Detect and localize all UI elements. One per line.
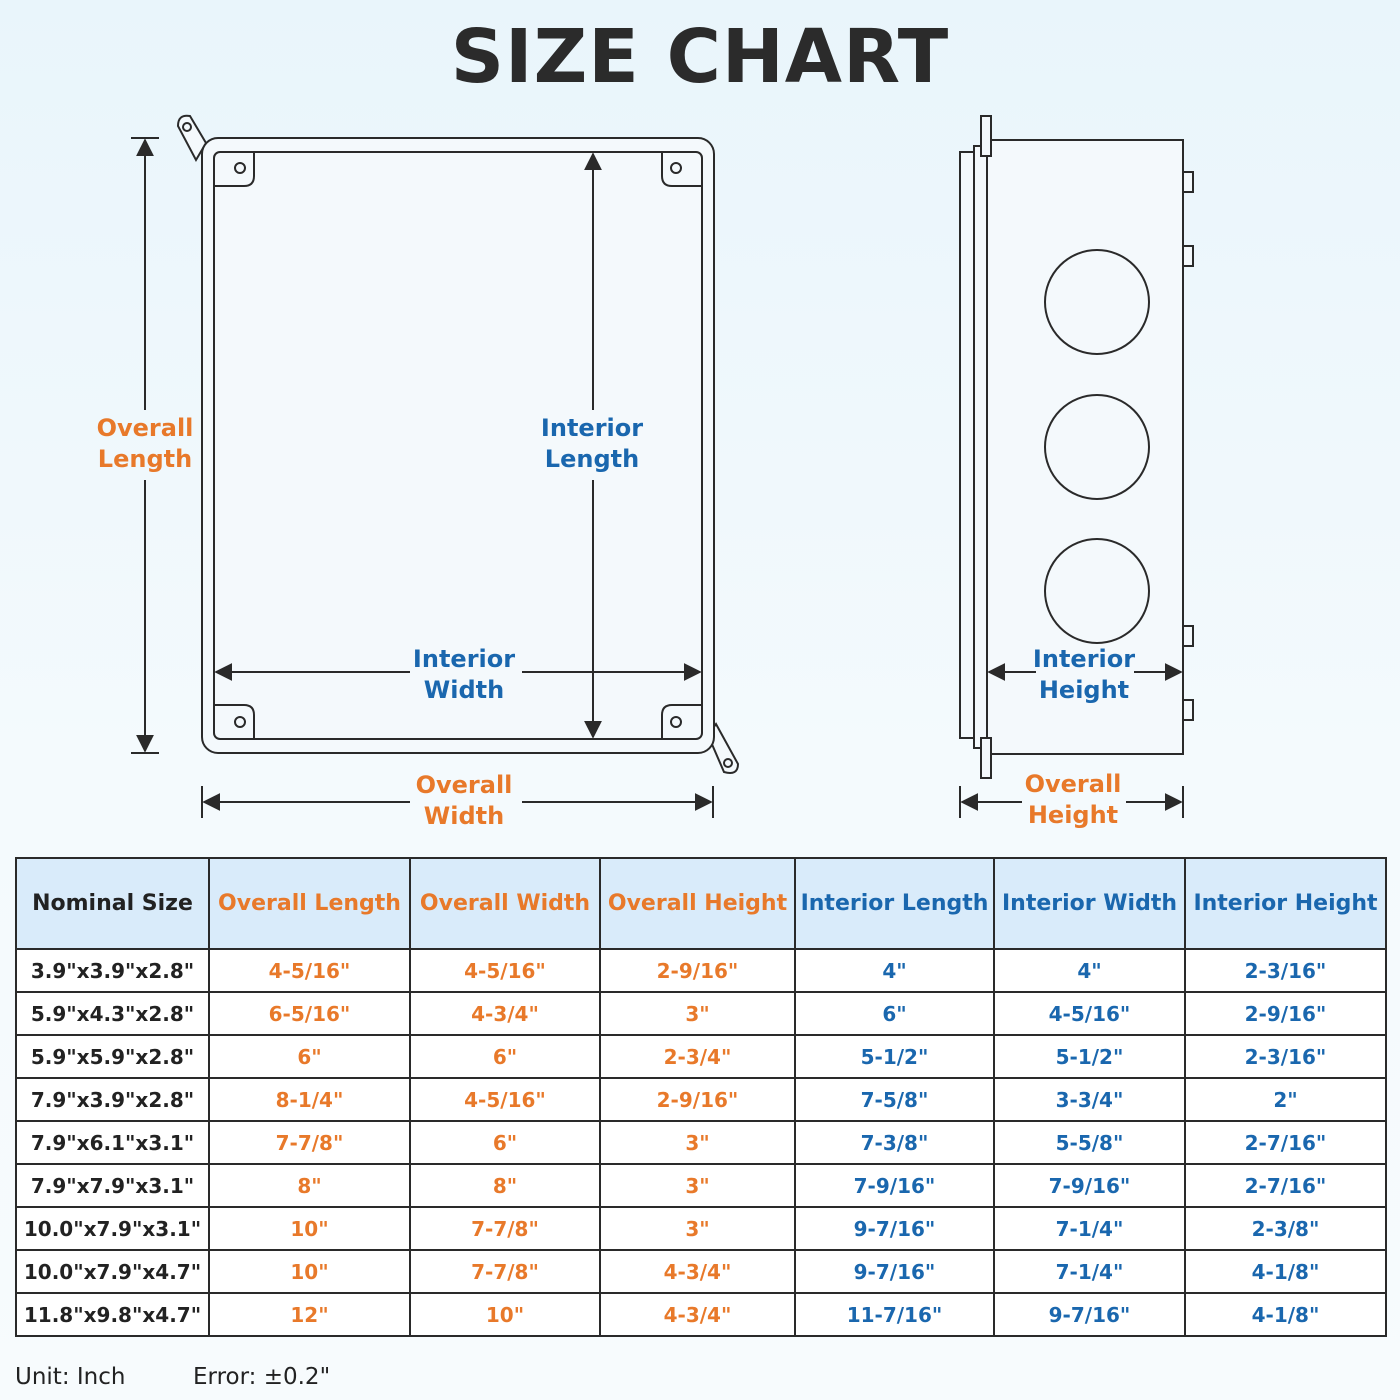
table-cell: 6" [410,1121,600,1164]
table-cell: 8" [410,1164,600,1207]
table-row [16,949,1386,992]
header-overall-length: Overall Length [209,858,410,949]
table-cell: 7-9/16" [994,1164,1185,1207]
table-cell: 8-1/4" [209,1078,410,1121]
overall-width-label: Overall Width [415,771,513,830]
table-cell: 4-5/16" [994,992,1185,1035]
table-cell: 2-3/16" [1185,949,1386,992]
table-cell: 4-3/4" [600,1293,795,1336]
table-cell: 10.0"x7.9"x4.7" [16,1250,209,1293]
table-cell: 2-3/16" [1185,1035,1386,1078]
table-row [16,1164,1386,1207]
table-cell: 7-3/8" [795,1121,994,1164]
table-cell: 11.8"x9.8"x4.7" [16,1293,209,1336]
table-cell: 5.9"x4.3"x2.8" [16,992,209,1035]
table-cell: 7-7/8" [410,1207,600,1250]
table-cell: 5.9"x5.9"x2.8" [16,1035,209,1078]
knockout-hole-bottom [1045,539,1149,643]
knockout-hole-top [1045,250,1149,354]
header-interior-height: Interior Height [1185,858,1386,949]
table-row [16,1035,1386,1078]
table-cell: 2-9/16" [1185,992,1386,1035]
interior-length-label: Interior Length [540,414,644,473]
table-cell: 5-5/8" [994,1121,1185,1164]
table-cell: 7-7/8" [209,1121,410,1164]
table-row [16,1078,1386,1121]
table-cell: 12" [209,1293,410,1336]
side-flange-top [981,116,991,156]
table-cell: 4-5/16" [410,949,600,992]
table-cell: 3" [600,992,795,1035]
table-cell: 3-3/4" [994,1078,1185,1121]
table-row [16,1293,1386,1336]
table-cell: 9-7/16" [795,1250,994,1293]
header-interior-width: Interior Width [994,858,1185,949]
unit-note: Unit: Inch [15,1364,126,1390]
table-cell: 4-3/4" [410,992,600,1035]
table-row [16,1121,1386,1164]
header-interior-length: Interior Length [795,858,994,949]
table-cell: 7-7/8" [410,1250,600,1293]
table-cell: 3" [600,1121,795,1164]
table-cell: 4-1/8" [1185,1250,1386,1293]
table-cell: 7-9/16" [795,1164,994,1207]
table-row [16,1207,1386,1250]
page-title: SIZE CHART [450,14,950,100]
table-header-row [16,858,1386,949]
header-overall-height: Overall Height [600,858,795,949]
table-cell: 2" [1185,1078,1386,1121]
header-overall-width: Overall Width [410,858,600,949]
table-row [16,1250,1386,1293]
table-cell: 4-1/8" [1185,1293,1386,1336]
table-cell: 8" [209,1164,410,1207]
overall-height-label: Overall Height [1024,770,1122,829]
table-cell: 2-7/16" [1185,1164,1386,1207]
table-cell: 10" [410,1293,600,1336]
table-cell: 9-7/16" [795,1207,994,1250]
table-cell: 2-3/4" [600,1035,795,1078]
table-cell: 10" [209,1207,410,1250]
table-cell: 11-7/16" [795,1293,994,1336]
table-cell: 7.9"x7.9"x3.1" [16,1164,209,1207]
error-note: Error: ±0.2" [193,1364,331,1390]
table-cell: 2-9/16" [600,949,795,992]
table-cell: 4" [994,949,1185,992]
table-cell: 6" [410,1035,600,1078]
table-cell: 5-1/2" [795,1035,994,1078]
table-cell: 4-5/16" [410,1078,600,1121]
table-cell: 2-3/8" [1185,1207,1386,1250]
overall-length-label: Overall Length [96,414,194,473]
table-cell: 9-7/16" [994,1293,1185,1336]
table-cell: 6" [795,992,994,1035]
table-cell: 6" [209,1035,410,1078]
table-cell: 4" [795,949,994,992]
table-cell: 7-1/4" [994,1207,1185,1250]
table-cell: 3" [600,1207,795,1250]
header-nominal-size: Nominal Size [16,858,209,949]
table-row [16,992,1386,1035]
table-cell: 4-3/4" [600,1250,795,1293]
interior-height-label: Interior Height [1032,645,1136,704]
table-cell: 10" [209,1250,410,1293]
table-cell: 5-1/2" [994,1035,1185,1078]
table-cell: 4-5/16" [209,949,410,992]
side-lid [960,152,974,738]
size-table [15,857,1387,1337]
knockout-hole-middle [1045,395,1149,499]
table-cell: 2-7/16" [1185,1121,1386,1164]
table-cell: 10.0"x7.9"x3.1" [16,1207,209,1250]
interior-width-label: Interior Width [412,645,516,704]
table-cell: 2-9/16" [600,1078,795,1121]
table-cell: 7-1/4" [994,1250,1185,1293]
side-flange-bottom [981,738,991,778]
table-cell: 7-5/8" [795,1078,994,1121]
table-cell: 7.9"x3.9"x2.8" [16,1078,209,1121]
table-cell: 7.9"x6.1"x3.1" [16,1121,209,1164]
table-cell: 3" [600,1164,795,1207]
table-cell: 6-5/16" [209,992,410,1035]
table-cell: 3.9"x3.9"x2.8" [16,949,209,992]
